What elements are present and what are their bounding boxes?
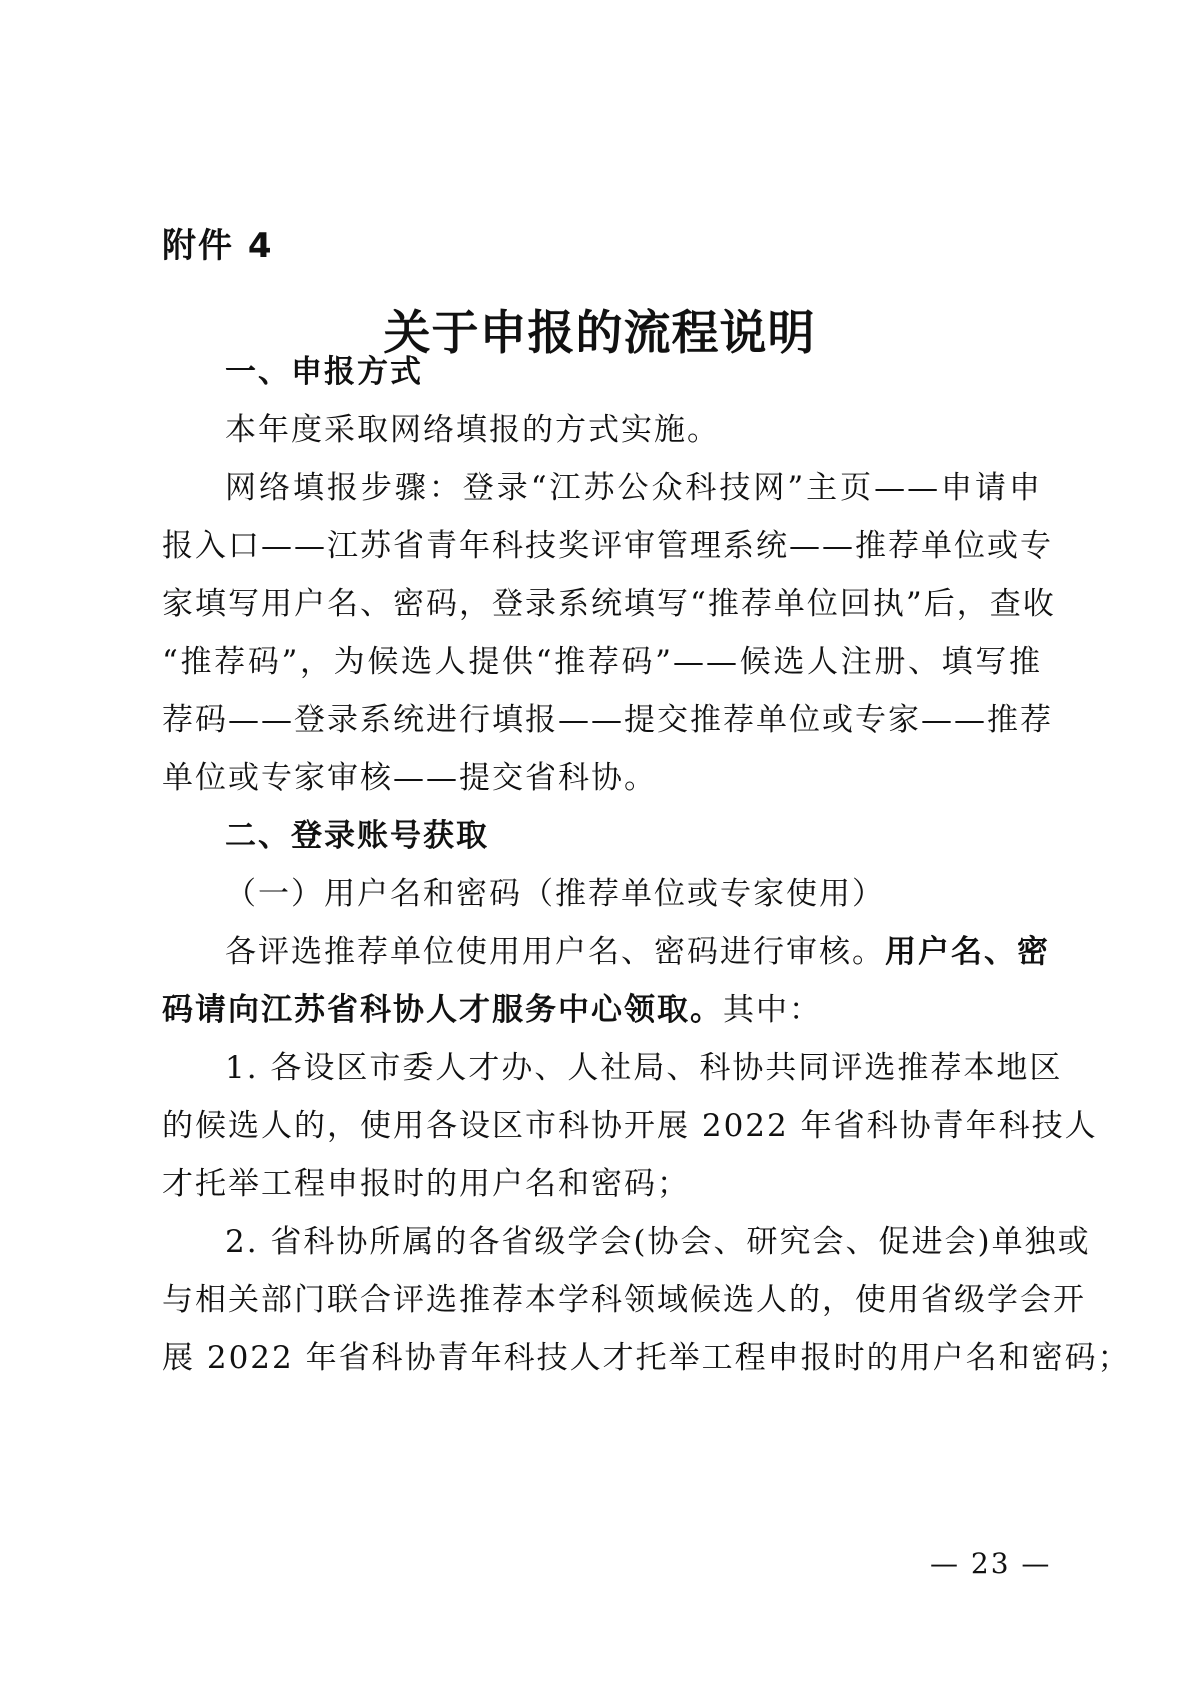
emphasis-text: 码请向江苏省科协人才服务中心领取。 — [162, 992, 723, 1028]
paragraph-line: 报入口——江苏省青年科技奖评审管理系统——推荐单位或专 — [162, 528, 1053, 564]
list-item-line: 与相关部门联合评选推荐本学科领域候选人的，使用省级学会开 — [162, 1282, 1086, 1318]
attachment-label: 附件 4 — [162, 226, 274, 266]
paragraph-line: 单位或专家审核——提交省科协。 — [162, 760, 657, 796]
list-item-line: 1. 各设区市委人才办、人社局、科协共同评选推荐本地区 — [225, 1050, 1063, 1086]
paragraph-line: 本年度采取网络填报的方式实施。 — [225, 412, 720, 448]
document-title: 关于申报的流程说明 — [383, 306, 816, 361]
paragraph-line: 网络填报步骤：登录“江苏公众科技网”主页——申请申 — [225, 470, 1042, 506]
list-item-line: 2. 省科协所属的各省级学会(协会、研究会、促进会)单独或 — [225, 1224, 1091, 1260]
list-item-line: 的候选人的，使用各设区市科协开展 2022 年省科协青年科技人 — [162, 1108, 1098, 1144]
list-item-line: 才托举工程申报时的用户名和密码； — [162, 1166, 690, 1202]
subsection-heading: （一）用户名和密码（推荐单位或专家使用） — [225, 876, 885, 912]
paragraph-line — [162, 990, 1042, 1030]
section-heading-2: 二、登录账号获取 — [225, 818, 489, 854]
section-heading-1: 一、申报方式 — [225, 354, 423, 390]
paragraph-line: 家填写用户名、密码，登录系统填写“推荐单位回执”后，查收 — [162, 586, 1056, 622]
paragraph-line — [225, 932, 1050, 972]
list-item-line: 展 2022 年省科协青年科技人才托举工程申报时的用户名和密码； — [162, 1340, 1131, 1376]
paragraph-line: “推荐码”，为候选人提供“推荐码”——候选人注册、填写推 — [162, 644, 1042, 680]
paragraph-text: 其中： — [723, 992, 822, 1028]
paragraph-text: 各评选推荐单位使用用户名、密码进行审核。 — [225, 934, 885, 970]
emphasis-text: 用户名、密 — [885, 934, 1050, 970]
paragraph-line: 荐码——登录系统进行填报——提交推荐单位或专家——推荐 — [162, 702, 1053, 738]
page-number: — 23 — — [930, 1547, 1052, 1580]
